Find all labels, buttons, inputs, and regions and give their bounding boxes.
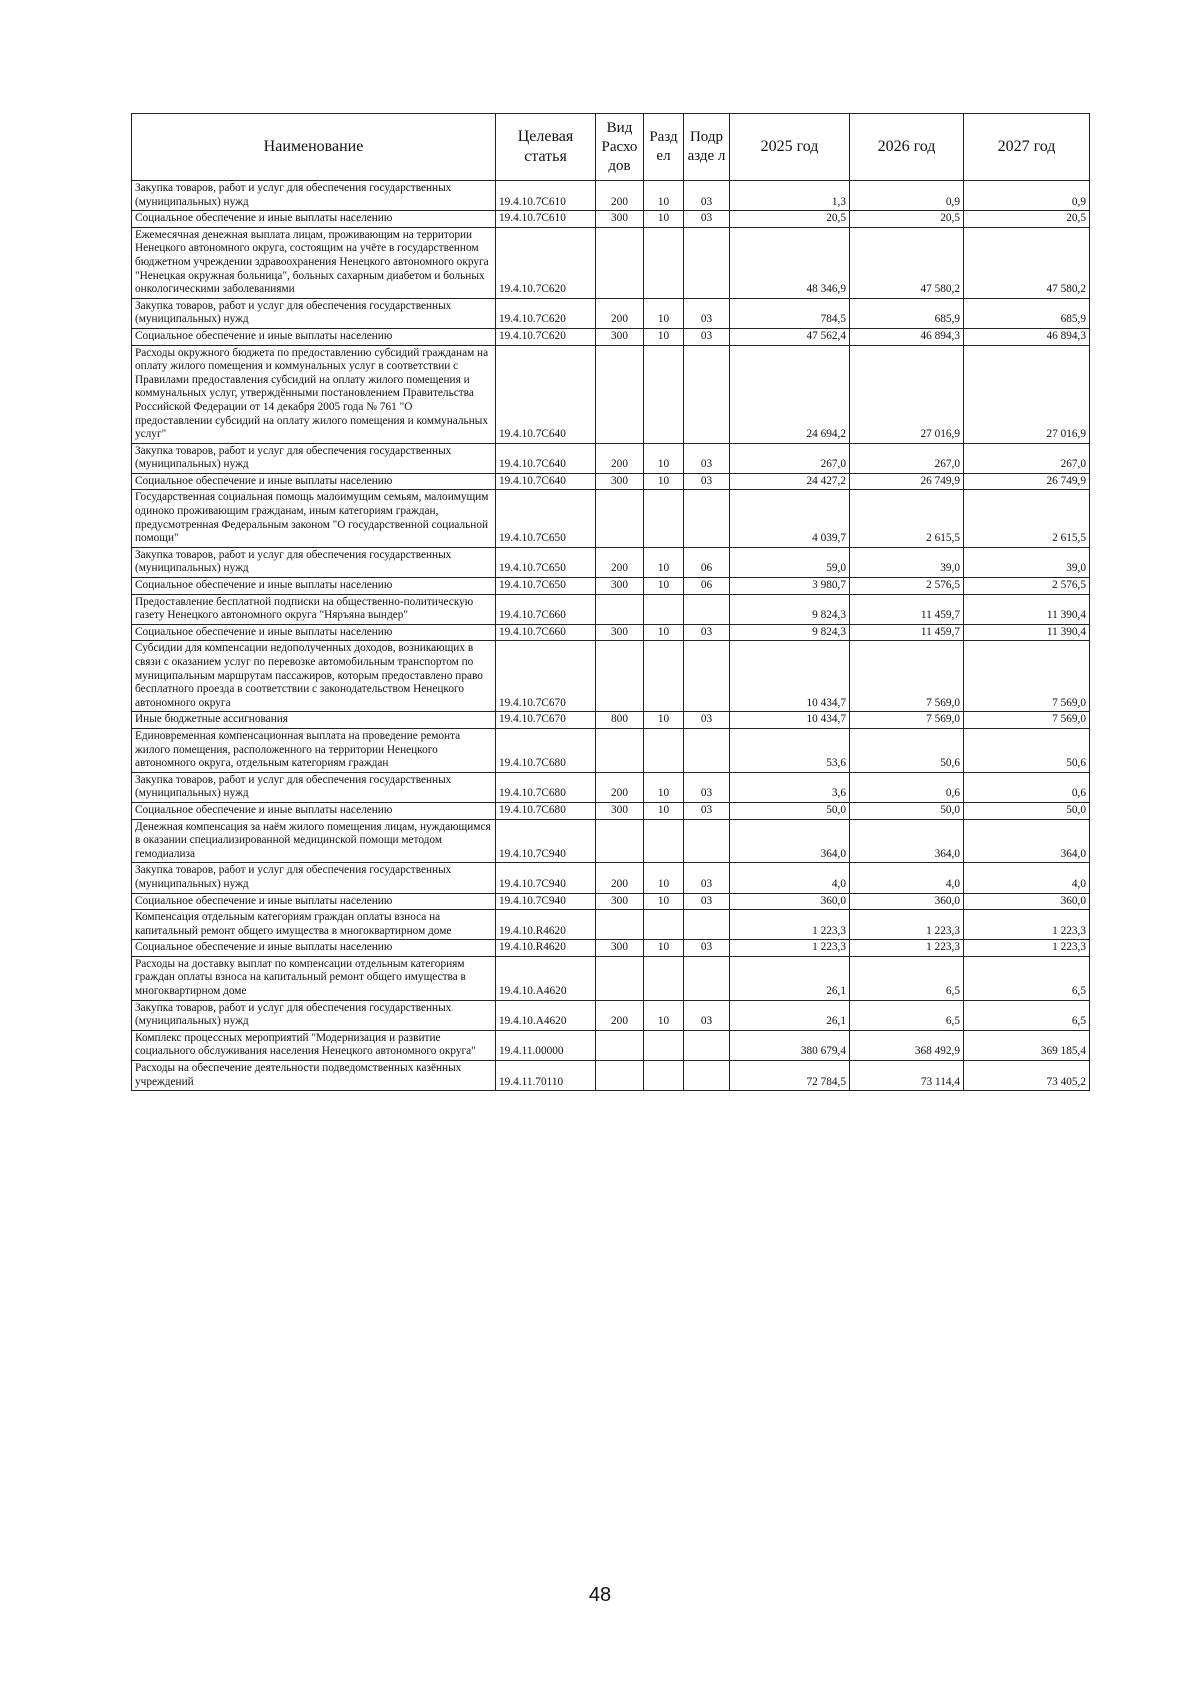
cell-section: 10: [644, 547, 684, 577]
cell-subsection: 03: [684, 863, 730, 893]
cell-target-code: 19.4.10.7С650: [496, 490, 596, 547]
cell-section: 10: [644, 712, 684, 729]
table-row: [132, 863, 1090, 893]
cell-2026: 2 615,5: [850, 490, 964, 547]
header-section: Разд ел: [644, 114, 684, 181]
table-row: [132, 443, 1090, 473]
table-row: [132, 211, 1090, 228]
cell-2025: 24 427,2: [730, 473, 850, 490]
cell-subsection: 03: [684, 328, 730, 345]
cell-2025: 10 434,7: [730, 641, 850, 712]
cell-2026: 6,5: [850, 956, 964, 1000]
cell-2025: 10 434,7: [730, 712, 850, 729]
cell-2026: 0,9: [850, 181, 964, 211]
cell-2026: 7 569,0: [850, 641, 964, 712]
cell-2027: 1 223,3: [964, 940, 1090, 957]
cell-2026: 20,5: [850, 211, 964, 228]
cell-2027: 685,9: [964, 298, 1090, 328]
cell-subsection: 03: [684, 772, 730, 802]
cell-expense-type: [596, 1061, 644, 1091]
cell-target-code: 19.4.10.7С650: [496, 547, 596, 577]
cell-target-code: 19.4.10.7С620: [496, 298, 596, 328]
cell-2026: 2 576,5: [850, 578, 964, 595]
cell-2027: 2 615,5: [964, 490, 1090, 547]
cell-2026: 27 016,9: [850, 345, 964, 443]
cell-target-code: 19.4.10.7С620: [496, 328, 596, 345]
cell-expense-type: [596, 641, 644, 712]
cell-2027: 6,5: [964, 956, 1090, 1000]
cell-target-code: 19.4.10.7С940: [496, 819, 596, 863]
cell-2027: 20,5: [964, 211, 1090, 228]
table-row: [132, 956, 1090, 1000]
cell-2027: 11 390,4: [964, 624, 1090, 641]
table-row: [132, 1000, 1090, 1030]
table-row: [132, 328, 1090, 345]
cell-2026: 73 114,4: [850, 1061, 964, 1091]
cell-section: [644, 641, 684, 712]
cell-subsection: 03: [684, 940, 730, 957]
table-row: [132, 594, 1090, 624]
cell-expense-type: [596, 490, 644, 547]
cell-name: Расходы на доставку выплат по компенсации отдельным категориям граждан оплаты взноса на капитальный ремонт общего имущества в многоквартирном доме: [132, 956, 496, 1000]
cell-expense-type: 200: [596, 298, 644, 328]
table-row: [132, 712, 1090, 729]
cell-expense-type: 200: [596, 443, 644, 473]
cell-subsection: 03: [684, 624, 730, 641]
cell-2027: 267,0: [964, 443, 1090, 473]
cell-section: 10: [644, 298, 684, 328]
cell-2025: 48 346,9: [730, 227, 850, 298]
cell-target-code: 19.4.11.70110: [496, 1061, 596, 1091]
cell-2026: 360,0: [850, 893, 964, 910]
cell-2027: 364,0: [964, 819, 1090, 863]
cell-name: Иные бюджетные ассигнования: [132, 712, 496, 729]
cell-2025: 50,0: [730, 802, 850, 819]
cell-subsection: [684, 819, 730, 863]
cell-expense-type: 300: [596, 940, 644, 957]
cell-2025: 53,6: [730, 728, 850, 772]
cell-2025: 9 824,3: [730, 594, 850, 624]
cell-expense-type: 200: [596, 772, 644, 802]
cell-2025: 47 562,4: [730, 328, 850, 345]
cell-target-code: 19.4.10.R4620: [496, 940, 596, 957]
cell-2027: 73 405,2: [964, 1061, 1090, 1091]
cell-subsection: [684, 227, 730, 298]
cell-2025: 267,0: [730, 443, 850, 473]
cell-subsection: 03: [684, 443, 730, 473]
cell-expense-type: [596, 910, 644, 940]
cell-name: Предоставление бесплатной подписки на общественно-политическую газету Ненецкого автономного округа "Няръяна вындер": [132, 594, 496, 624]
cell-section: [644, 345, 684, 443]
budget-table: [131, 113, 1090, 1091]
cell-name: Закупка товаров, работ и услуг для обеспечения государственных (муниципальных) нужд: [132, 298, 496, 328]
cell-section: 10: [644, 624, 684, 641]
cell-2027: 6,5: [964, 1000, 1090, 1030]
header-target: Целевая статья: [496, 114, 596, 181]
cell-expense-type: 300: [596, 328, 644, 345]
cell-name: Комплекс процессных мероприятий "Модернизация и развитие социального обслуживания населения Ненецкого автономного округа": [132, 1030, 496, 1060]
cell-2026: 4,0: [850, 863, 964, 893]
cell-2027: 50,0: [964, 802, 1090, 819]
cell-subsection: [684, 956, 730, 1000]
cell-2026: 1 223,3: [850, 940, 964, 957]
cell-expense-type: 300: [596, 211, 644, 228]
header-2025: 2025 год: [730, 114, 850, 181]
table-row: [132, 181, 1090, 211]
cell-2025: 9 824,3: [730, 624, 850, 641]
cell-target-code: 19.4.10.7С620: [496, 227, 596, 298]
cell-2027: 2 576,5: [964, 578, 1090, 595]
cell-subsection: 03: [684, 1000, 730, 1030]
table-row: [132, 345, 1090, 443]
cell-2025: 26,1: [730, 1000, 850, 1030]
cell-name: Социальное обеспечение и иные выплаты населению: [132, 328, 496, 345]
cell-subsection: 06: [684, 578, 730, 595]
table-header-row: [132, 114, 1090, 181]
cell-expense-type: [596, 594, 644, 624]
cell-subsection: 03: [684, 712, 730, 729]
cell-expense-type: 200: [596, 181, 644, 211]
table-row: [132, 802, 1090, 819]
table-row: [132, 1061, 1090, 1091]
cell-2025: 26,1: [730, 956, 850, 1000]
table-row: [132, 624, 1090, 641]
cell-2027: 11 390,4: [964, 594, 1090, 624]
cell-2025: 59,0: [730, 547, 850, 577]
cell-expense-type: 800: [596, 712, 644, 729]
cell-name: Социальное обеспечение и иные выплаты населению: [132, 893, 496, 910]
table-row: [132, 940, 1090, 957]
cell-section: 10: [644, 181, 684, 211]
table-row: [132, 1030, 1090, 1060]
cell-2026: 11 459,7: [850, 624, 964, 641]
cell-expense-type: [596, 345, 644, 443]
header-subsection: Подр азде л: [684, 114, 730, 181]
cell-name: Закупка товаров, работ и услуг для обеспечения государственных (муниципальных) нужд: [132, 547, 496, 577]
cell-expense-type: 300: [596, 802, 644, 819]
cell-section: [644, 819, 684, 863]
table-row: [132, 490, 1090, 547]
cell-subsection: 03: [684, 211, 730, 228]
cell-2026: 50,0: [850, 802, 964, 819]
table-row: [132, 772, 1090, 802]
table-row: [132, 910, 1090, 940]
cell-subsection: [684, 594, 730, 624]
cell-subsection: 06: [684, 547, 730, 577]
cell-2027: 360,0: [964, 893, 1090, 910]
cell-name: Социальное обеспечение и иные выплаты населению: [132, 211, 496, 228]
cell-section: 10: [644, 863, 684, 893]
cell-2025: 380 679,4: [730, 1030, 850, 1060]
cell-2025: 4 039,7: [730, 490, 850, 547]
cell-target-code: 19.4.10.7С680: [496, 728, 596, 772]
table-row: [132, 227, 1090, 298]
cell-expense-type: 200: [596, 863, 644, 893]
cell-subsection: 03: [684, 181, 730, 211]
cell-target-code: 19.4.11.00000: [496, 1030, 596, 1060]
cell-2025: 4,0: [730, 863, 850, 893]
cell-expense-type: 200: [596, 1000, 644, 1030]
cell-target-code: 19.4.10.7С670: [496, 712, 596, 729]
cell-target-code: 19.4.10.R4620: [496, 910, 596, 940]
cell-2025: 364,0: [730, 819, 850, 863]
cell-section: 10: [644, 893, 684, 910]
cell-target-code: 19.4.10.7С680: [496, 802, 596, 819]
cell-2025: 3 980,7: [730, 578, 850, 595]
table-row: [132, 473, 1090, 490]
header-name: Наименование: [132, 114, 496, 181]
cell-2026: 11 459,7: [850, 594, 964, 624]
cell-2026: 50,6: [850, 728, 964, 772]
cell-2026: 26 749,9: [850, 473, 964, 490]
cell-name: Социальное обеспечение и иные выплаты населению: [132, 473, 496, 490]
cell-2026: 267,0: [850, 443, 964, 473]
cell-section: [644, 910, 684, 940]
cell-name: Ежемесячная денежная выплата лицам, проживающим на территории Ненецкого автономного округа, состоящим на учёте в государственном бюджетном учреждении здравоохранения Ненецкого автономного округа "Ненецкая окружная больница", больных сахарным диабетом и больных онкологическими заболеваниями: [132, 227, 496, 298]
cell-subsection: [684, 1030, 730, 1060]
cell-subsection: [684, 490, 730, 547]
cell-subsection: 03: [684, 893, 730, 910]
page-number: 48: [588, 1584, 612, 1606]
header-expense-type: Вид Расхо дов: [596, 114, 644, 181]
cell-expense-type: 300: [596, 893, 644, 910]
cell-2027: 7 569,0: [964, 712, 1090, 729]
cell-name: Закупка товаров, работ и услуг для обеспечения государственных (муниципальных) нужд: [132, 772, 496, 802]
cell-name: Расходы на обеспечение деятельности подведомственных казённых учреждений: [132, 1061, 496, 1091]
cell-subsection: 03: [684, 802, 730, 819]
cell-2025: 20,5: [730, 211, 850, 228]
cell-target-code: 19.4.10.A4620: [496, 956, 596, 1000]
cell-name: Закупка товаров, работ и услуг для обеспечения государственных (муниципальных) нужд: [132, 443, 496, 473]
cell-2025: 72 784,5: [730, 1061, 850, 1091]
cell-2025: 1 223,3: [730, 910, 850, 940]
cell-2026: 7 569,0: [850, 712, 964, 729]
cell-section: 10: [644, 578, 684, 595]
cell-expense-type: 300: [596, 578, 644, 595]
cell-2026: 47 580,2: [850, 227, 964, 298]
cell-section: 10: [644, 772, 684, 802]
cell-2025: 784,5: [730, 298, 850, 328]
cell-target-code: 19.4.10.7С670: [496, 641, 596, 712]
cell-section: 10: [644, 211, 684, 228]
cell-subsection: 03: [684, 473, 730, 490]
cell-expense-type: [596, 956, 644, 1000]
cell-2027: 1 223,3: [964, 910, 1090, 940]
table-row: [132, 893, 1090, 910]
cell-2026: 39,0: [850, 547, 964, 577]
cell-target-code: 19.4.10.7С640: [496, 473, 596, 490]
cell-2026: 6,5: [850, 1000, 964, 1030]
cell-section: [644, 594, 684, 624]
cell-2026: 364,0: [850, 819, 964, 863]
cell-name: Денежная компенсация за наём жилого помещения лицам, нуждающимся в оказании специализированной медицинской помощи методом гемодиализа: [132, 819, 496, 863]
cell-name: Закупка товаров, работ и услуг для обеспечения государственных (муниципальных) нужд: [132, 1000, 496, 1030]
cell-expense-type: 300: [596, 473, 644, 490]
cell-2027: 0,6: [964, 772, 1090, 802]
cell-2027: 47 580,2: [964, 227, 1090, 298]
cell-expense-type: 300: [596, 624, 644, 641]
cell-2026: 46 894,3: [850, 328, 964, 345]
cell-expense-type: [596, 819, 644, 863]
cell-target-code: 19.4.10.7С640: [496, 345, 596, 443]
cell-section: [644, 490, 684, 547]
cell-section: 10: [644, 473, 684, 490]
cell-2027: 26 749,9: [964, 473, 1090, 490]
cell-name: Компенсация отдельным категориям граждан оплаты взноса на капитальный ремонт общего имущества в многоквартирном доме: [132, 910, 496, 940]
cell-2027: 50,6: [964, 728, 1090, 772]
cell-section: [644, 227, 684, 298]
header-2027: 2027 год: [964, 114, 1090, 181]
cell-subsection: [684, 1061, 730, 1091]
table-row: [132, 819, 1090, 863]
table-row: [132, 728, 1090, 772]
cell-name: Государственная социальная помощь малоимущим семьям, малоимущим одиноко проживающим гражданам, иным категориям граждан, предусмотренная Федеральным законом "О государственной социальной помощи": [132, 490, 496, 547]
cell-section: [644, 728, 684, 772]
cell-expense-type: 200: [596, 547, 644, 577]
cell-2026: 368 492,9: [850, 1030, 964, 1060]
cell-section: 10: [644, 443, 684, 473]
cell-2027: 4,0: [964, 863, 1090, 893]
cell-target-code: 19.4.10.7С610: [496, 181, 596, 211]
cell-name: Субсидии для компенсации недополученных доходов, возникающих в связи с оказанием услуг по перевозке автомобильным транспортом по муниципальным маршрутам пассажиров, которым предоставлено право бесплатного проезда в соответствии с законодательством Ненецкого автономного округа: [132, 641, 496, 712]
cell-subsection: [684, 910, 730, 940]
cell-2025: 24 694,2: [730, 345, 850, 443]
cell-2025: 3,6: [730, 772, 850, 802]
cell-expense-type: [596, 728, 644, 772]
cell-expense-type: [596, 227, 644, 298]
cell-2027: 27 016,9: [964, 345, 1090, 443]
cell-section: 10: [644, 1000, 684, 1030]
cell-2025: 360,0: [730, 893, 850, 910]
cell-section: [644, 1061, 684, 1091]
cell-name: Закупка товаров, работ и услуг для обеспечения государственных (муниципальных) нужд: [132, 863, 496, 893]
cell-2027: 7 569,0: [964, 641, 1090, 712]
cell-target-code: 19.4.10.7С650: [496, 578, 596, 595]
cell-2027: 46 894,3: [964, 328, 1090, 345]
cell-name: Социальное обеспечение и иные выплаты населению: [132, 624, 496, 641]
cell-2027: 39,0: [964, 547, 1090, 577]
cell-target-code: 19.4.10.A4620: [496, 1000, 596, 1030]
cell-section: [644, 956, 684, 1000]
cell-name: Социальное обеспечение и иные выплаты населению: [132, 802, 496, 819]
cell-subsection: 03: [684, 298, 730, 328]
cell-name: Социальное обеспечение и иные выплаты населению: [132, 940, 496, 957]
table-row: [132, 547, 1090, 577]
cell-name: Социальное обеспечение и иные выплаты населению: [132, 578, 496, 595]
cell-target-code: 19.4.10.7С680: [496, 772, 596, 802]
cell-name: Расходы окружного бюджета по предоставлению субсидий гражданам на оплату жилого помещения и коммунальных услуг в соответствии с Правилами предоставления субсидий на оплату жилого помещения и коммунальных услуг, утверждёнными постановлением Правительства Российской Федерации от 14 декабря 2005 года № 761 "О предоставлении субсидий на оплату жилого помещения и коммунальных услуг": [132, 345, 496, 443]
cell-section: [644, 1030, 684, 1060]
cell-section: 10: [644, 802, 684, 819]
cell-2027: 0,9: [964, 181, 1090, 211]
table-row: [132, 298, 1090, 328]
cell-subsection: [684, 728, 730, 772]
cell-target-code: 19.4.10.7С940: [496, 893, 596, 910]
cell-target-code: 19.4.10.7С660: [496, 624, 596, 641]
cell-subsection: [684, 345, 730, 443]
cell-name: Закупка товаров, работ и услуг для обеспечения государственных (муниципальных) нужд: [132, 181, 496, 211]
header-2026: 2026 год: [850, 114, 964, 181]
table-row: [132, 641, 1090, 712]
cell-section: 10: [644, 940, 684, 957]
cell-target-code: 19.4.10.7С640: [496, 443, 596, 473]
cell-expense-type: [596, 1030, 644, 1060]
cell-subsection: [684, 641, 730, 712]
cell-section: 10: [644, 328, 684, 345]
cell-target-code: 19.4.10.7С660: [496, 594, 596, 624]
cell-2026: 1 223,3: [850, 910, 964, 940]
cell-2027: 369 185,4: [964, 1030, 1090, 1060]
table-row: [132, 578, 1090, 595]
cell-2025: 1 223,3: [730, 940, 850, 957]
cell-target-code: 19.4.10.7С940: [496, 863, 596, 893]
cell-target-code: 19.4.10.7С610: [496, 211, 596, 228]
cell-name: Единовременная компенсационная выплата на проведение ремонта жилого помещения, расположенного на территории Ненецкого автономного округа, отдельным категориям граждан: [132, 728, 496, 772]
cell-2026: 0,6: [850, 772, 964, 802]
cell-2026: 685,9: [850, 298, 964, 328]
cell-2025: 1,3: [730, 181, 850, 211]
